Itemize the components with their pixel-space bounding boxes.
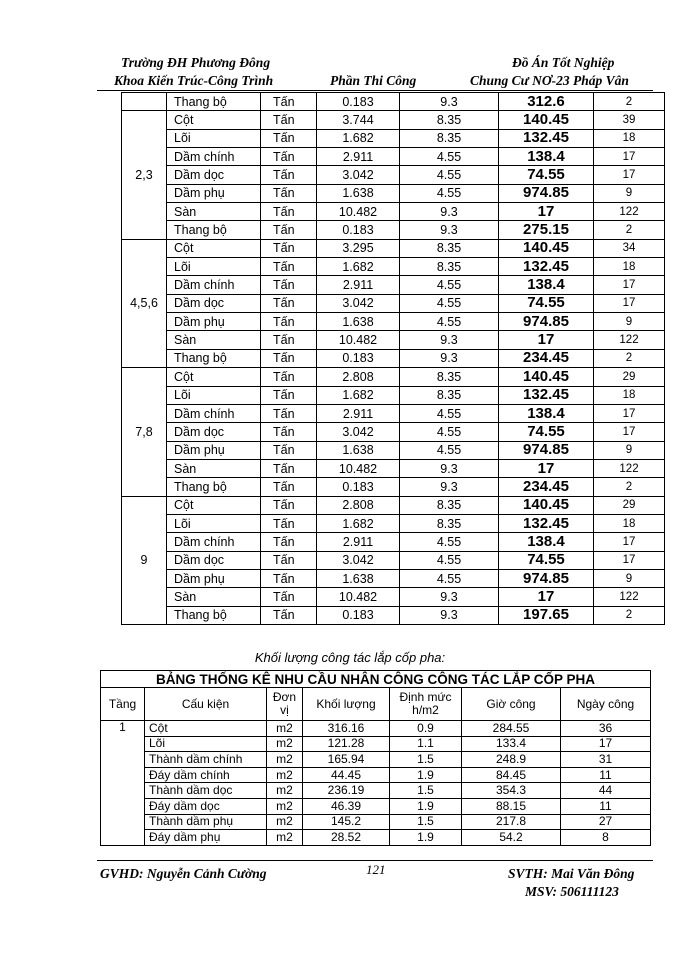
- page-number: 121: [366, 862, 386, 877]
- hours-cell: 138.4: [499, 533, 594, 551]
- quantity-cell: 316.16: [303, 721, 390, 737]
- component-cell: Dầm phụ: [167, 184, 261, 202]
- quantity-cell: 0.183: [317, 221, 400, 239]
- unit-cell: m2: [267, 783, 303, 799]
- hours-cell: 74.55: [499, 294, 594, 312]
- days-cell: 18: [594, 386, 665, 404]
- days-cell: 29: [594, 368, 665, 386]
- quantity-cell: 1.638: [317, 569, 400, 587]
- rate-cell: 4.55: [400, 276, 499, 294]
- student-id: MSV: 506111123: [525, 884, 619, 899]
- unit-cell: Tấn: [261, 239, 317, 257]
- col-header-component: Cấu kiện: [145, 688, 267, 721]
- quantity-cell: 10.482: [317, 588, 400, 606]
- component-cell: Dầm phụ: [167, 569, 261, 587]
- quantity-cell: 10.482: [317, 331, 400, 349]
- unit-cell: Tấn: [261, 294, 317, 312]
- rate-cell: 8.35: [400, 239, 499, 257]
- unit-cell: Tấn: [261, 514, 317, 532]
- component-cell: Thang bộ: [167, 478, 261, 496]
- days-cell: 34: [594, 239, 665, 257]
- hours-cell: 974.85: [499, 569, 594, 587]
- rate-cell: 4.55: [400, 184, 499, 202]
- component-cell: Dầm phụ: [167, 441, 261, 459]
- component-cell: Lõi: [145, 736, 267, 752]
- unit-cell: Tấn: [261, 441, 317, 459]
- quantity-cell: 3.042: [317, 294, 400, 312]
- component-cell: Thành dầm phụ: [145, 814, 267, 830]
- days-cell: 122: [594, 331, 665, 349]
- floor-cell: 2,3: [122, 111, 167, 239]
- floor-cell: 9: [122, 496, 167, 624]
- component-cell: Dầm dọc: [167, 423, 261, 441]
- days-cell: 9: [594, 313, 665, 331]
- unit-cell: Tấn: [261, 386, 317, 404]
- hours-cell: 17: [499, 588, 594, 606]
- unit-cell: m2: [267, 814, 303, 830]
- component-cell: Dầm phụ: [167, 313, 261, 331]
- component-cell: Thang bộ: [167, 93, 261, 111]
- col-header-floor: Tầng: [101, 688, 145, 721]
- hours-cell: 132.45: [499, 129, 594, 147]
- days-cell: 17: [561, 736, 651, 752]
- unit-cell: m2: [267, 830, 303, 846]
- hours-cell: 74.55: [499, 166, 594, 184]
- quantity-cell: 1.682: [317, 386, 400, 404]
- rate-cell: 1.5: [390, 783, 462, 799]
- quantity-cell: 0.183: [317, 93, 400, 111]
- table-row: [122, 441, 665, 459]
- unit-cell: Tấn: [261, 331, 317, 349]
- hours-cell: 284.55: [462, 721, 561, 737]
- quantity-cell: 46.39: [303, 798, 390, 814]
- rate-cell: 4.55: [400, 404, 499, 422]
- days-cell: 18: [594, 514, 665, 532]
- component-cell: Lõi: [167, 129, 261, 147]
- days-cell: 2: [594, 606, 665, 624]
- table-row: [122, 239, 665, 257]
- table-row: [122, 349, 665, 367]
- rate-cell: 1.1: [390, 736, 462, 752]
- days-cell: 17: [594, 294, 665, 312]
- component-cell: Đáy dầm dọc: [145, 798, 267, 814]
- quantity-cell: 2.911: [317, 404, 400, 422]
- table-row: [122, 459, 665, 477]
- table-row: [101, 752, 651, 768]
- hours-cell: 140.45: [499, 368, 594, 386]
- unit-cell: Tấn: [261, 111, 317, 129]
- hours-cell: 234.45: [499, 349, 594, 367]
- quantity-cell: 121.28: [303, 736, 390, 752]
- unit-cell: Tấn: [261, 184, 317, 202]
- component-cell: Dầm dọc: [167, 166, 261, 184]
- hours-cell: 88.15: [462, 798, 561, 814]
- table-row: [122, 588, 665, 606]
- days-cell: 17: [594, 551, 665, 569]
- unit-cell: Tấn: [261, 203, 317, 221]
- unit-cell: Tấn: [261, 148, 317, 166]
- hours-cell: 138.4: [499, 404, 594, 422]
- quantity-cell: 1.638: [317, 184, 400, 202]
- quantity-cell: 3.744: [317, 111, 400, 129]
- days-cell: 31: [561, 752, 651, 768]
- unit-cell: Tấn: [261, 368, 317, 386]
- table-row: [101, 830, 651, 846]
- project-name: Chung Cư NƠ-23 Pháp Vân: [470, 73, 629, 88]
- floor-cell: 4,5,6: [122, 239, 167, 367]
- col-header-rate: Định mức h/m2: [390, 688, 462, 721]
- component-cell: Thành dầm chính: [145, 752, 267, 768]
- table-row: [122, 184, 665, 202]
- table-row: [122, 423, 665, 441]
- formwork-labor-table: [100, 670, 651, 846]
- floor-cell: 1: [101, 721, 145, 846]
- rate-cell: 4.55: [400, 166, 499, 184]
- unit-cell: m2: [267, 798, 303, 814]
- unit-cell: Tấn: [261, 221, 317, 239]
- unit-cell: Tấn: [261, 349, 317, 367]
- component-cell: Dầm dọc: [167, 294, 261, 312]
- hours-cell: 140.45: [499, 239, 594, 257]
- unit-cell: m2: [267, 752, 303, 768]
- component-cell: Lõi: [167, 258, 261, 276]
- days-cell: 18: [594, 258, 665, 276]
- faculty-name: Khoa Kiến Trúc-Công Trình: [114, 73, 274, 88]
- unit-cell: m2: [267, 736, 303, 752]
- component-cell: Lõi: [167, 386, 261, 404]
- table-row: [122, 129, 665, 147]
- rate-cell: 4.55: [400, 313, 499, 331]
- days-cell: 17: [594, 148, 665, 166]
- table-row: [101, 798, 651, 814]
- table-row: [101, 814, 651, 830]
- unit-cell: Tấn: [261, 551, 317, 569]
- days-cell: 122: [594, 588, 665, 606]
- days-cell: 9: [594, 441, 665, 459]
- component-cell: Dầm chính: [167, 533, 261, 551]
- component-cell: Cột: [167, 239, 261, 257]
- hours-cell: 132.45: [499, 514, 594, 532]
- unit-cell: Tấn: [261, 459, 317, 477]
- days-cell: 9: [594, 569, 665, 587]
- hours-cell: 217.8: [462, 814, 561, 830]
- component-cell: Cột: [167, 111, 261, 129]
- hours-cell: 138.4: [499, 276, 594, 294]
- rate-cell: 8.35: [400, 258, 499, 276]
- unit-cell: Tấn: [261, 588, 317, 606]
- component-cell: Lõi: [167, 514, 261, 532]
- component-cell: Dầm chính: [167, 404, 261, 422]
- days-cell: 8: [561, 830, 651, 846]
- days-cell: 122: [594, 203, 665, 221]
- floor-cell: 7,8: [122, 368, 167, 496]
- component-cell: Thang bộ: [167, 606, 261, 624]
- days-cell: 17: [594, 533, 665, 551]
- hours-cell: 140.45: [499, 496, 594, 514]
- rate-cell: 9.3: [400, 606, 499, 624]
- quantity-cell: 2.808: [317, 496, 400, 514]
- table-row: [122, 331, 665, 349]
- quantity-cell: 1.682: [317, 514, 400, 532]
- hours-cell: 974.85: [499, 313, 594, 331]
- quantity-cell: 2.808: [317, 368, 400, 386]
- rate-cell: 9.3: [400, 349, 499, 367]
- days-cell: 2: [594, 93, 665, 111]
- component-cell: Đáy dầm chính: [145, 767, 267, 783]
- rate-cell: 9.3: [400, 478, 499, 496]
- hours-cell: 275.15: [499, 221, 594, 239]
- component-cell: Dầm dọc: [167, 551, 261, 569]
- table-row: [101, 783, 651, 799]
- unit-cell: m2: [267, 767, 303, 783]
- hours-cell: 84.45: [462, 767, 561, 783]
- unit-cell: Tấn: [261, 276, 317, 294]
- component-cell: Sàn: [167, 331, 261, 349]
- days-cell: 18: [594, 129, 665, 147]
- hours-cell: 17: [499, 331, 594, 349]
- hours-cell: 974.85: [499, 441, 594, 459]
- days-cell: 11: [561, 798, 651, 814]
- quantity-cell: 2.911: [317, 533, 400, 551]
- hours-cell: 132.45: [499, 386, 594, 404]
- rate-cell: 8.35: [400, 111, 499, 129]
- rate-cell: 9.3: [400, 221, 499, 239]
- quantity-cell: 2.911: [317, 148, 400, 166]
- component-cell: Thang bộ: [167, 349, 261, 367]
- quantity-cell: 3.042: [317, 166, 400, 184]
- table-row: [101, 767, 651, 783]
- footer-rule: [97, 860, 653, 861]
- formwork-caption: Khối lượng công tác lắp cốp pha:: [254, 650, 446, 665]
- hours-cell: 74.55: [499, 551, 594, 569]
- rate-cell: 8.35: [400, 514, 499, 532]
- table-row: [122, 111, 665, 129]
- quantity-cell: 1.682: [317, 258, 400, 276]
- quantity-cell: 0.183: [317, 606, 400, 624]
- days-cell: 17: [594, 404, 665, 422]
- table-row: [122, 148, 665, 166]
- table-row: [122, 166, 665, 184]
- quantity-cell: 44.45: [303, 767, 390, 783]
- rate-cell: 8.35: [400, 386, 499, 404]
- quantity-cell: 3.295: [317, 239, 400, 257]
- component-cell: Dầm chính: [167, 276, 261, 294]
- hours-cell: 17: [499, 203, 594, 221]
- col-header-unit: Đơn vị: [267, 688, 303, 721]
- quantity-cell: 10.482: [317, 203, 400, 221]
- table-row: [122, 294, 665, 312]
- hours-cell: 974.85: [499, 184, 594, 202]
- days-cell: 39: [594, 111, 665, 129]
- table-row: [122, 551, 665, 569]
- component-cell: Cột: [167, 368, 261, 386]
- table-row: [122, 386, 665, 404]
- rate-cell: 0.9: [390, 721, 462, 737]
- unit-cell: Tấn: [261, 478, 317, 496]
- quantity-cell: 1.638: [317, 313, 400, 331]
- days-cell: 11: [561, 767, 651, 783]
- rate-cell: 9.3: [400, 93, 499, 111]
- table-row: [122, 203, 665, 221]
- component-cell: Thành dầm dọc: [145, 783, 267, 799]
- rate-cell: 8.35: [400, 368, 499, 386]
- component-cell: Dầm chính: [167, 148, 261, 166]
- hours-cell: 132.45: [499, 258, 594, 276]
- rate-cell: 4.55: [400, 148, 499, 166]
- table-row: [122, 93, 665, 111]
- days-cell: 36: [561, 721, 651, 737]
- rate-cell: 4.55: [400, 569, 499, 587]
- rate-cell: 1.5: [390, 814, 462, 830]
- unit-cell: Tấn: [261, 496, 317, 514]
- quantity-cell: 1.682: [317, 129, 400, 147]
- table-row: [122, 514, 665, 532]
- quantity-cell: 2.911: [317, 276, 400, 294]
- col-header-hours: Giờ công: [462, 688, 561, 721]
- rate-cell: 1.9: [390, 767, 462, 783]
- table-row: [122, 221, 665, 239]
- table-row: [101, 736, 651, 752]
- rate-cell: 4.55: [400, 294, 499, 312]
- quantity-cell: 3.042: [317, 423, 400, 441]
- rebar-labor-table: [121, 92, 665, 625]
- days-cell: 17: [594, 276, 665, 294]
- days-cell: 44: [561, 783, 651, 799]
- rate-cell: 9.3: [400, 331, 499, 349]
- col-header-quantity: Khối lượng: [303, 688, 390, 721]
- hours-cell: 248.9: [462, 752, 561, 768]
- hours-cell: 312.6: [499, 93, 594, 111]
- unit-cell: Tấn: [261, 129, 317, 147]
- table-row: [101, 721, 651, 737]
- table-row: [122, 496, 665, 514]
- rate-cell: 9.3: [400, 203, 499, 221]
- floor-cell: [122, 93, 167, 111]
- quantity-cell: 10.482: [317, 459, 400, 477]
- unit-cell: Tấn: [261, 93, 317, 111]
- rate-cell: 4.55: [400, 441, 499, 459]
- unit-cell: Tấn: [261, 166, 317, 184]
- rate-cell: 8.35: [400, 496, 499, 514]
- table-row: [122, 404, 665, 422]
- table-row: [122, 606, 665, 624]
- quantity-cell: 28.52: [303, 830, 390, 846]
- quantity-cell: 0.183: [317, 478, 400, 496]
- component-cell: Cột: [145, 721, 267, 737]
- days-cell: 17: [594, 423, 665, 441]
- header-rule: [97, 90, 653, 91]
- table-row: [122, 569, 665, 587]
- quantity-cell: 1.638: [317, 441, 400, 459]
- unit-cell: Tấn: [261, 423, 317, 441]
- component-cell: Sàn: [167, 459, 261, 477]
- rate-cell: 4.55: [400, 423, 499, 441]
- rate-cell: 1.9: [390, 830, 462, 846]
- hours-cell: 74.55: [499, 423, 594, 441]
- rate-cell: 9.3: [400, 588, 499, 606]
- table-row: [122, 533, 665, 551]
- quantity-cell: 0.183: [317, 349, 400, 367]
- quantity-cell: 145.2: [303, 814, 390, 830]
- table-row: [122, 258, 665, 276]
- component-cell: Thang bộ: [167, 221, 261, 239]
- formwork-table-title: BẢNG THỐNG KÊ NHU CẦU NHÂN CÔNG CÔNG TÁC LẮP CỐP PHA: [101, 671, 651, 688]
- rate-cell: 4.55: [400, 551, 499, 569]
- school-name: Trường ĐH Phương Đông: [121, 55, 271, 70]
- supervisor: GVHD: Nguyễn Cảnh Cường: [100, 866, 267, 881]
- rate-cell: 4.55: [400, 533, 499, 551]
- hours-cell: 133.4: [462, 736, 561, 752]
- rate-cell: 8.35: [400, 129, 499, 147]
- days-cell: 2: [594, 349, 665, 367]
- days-cell: 122: [594, 459, 665, 477]
- unit-cell: Tấn: [261, 258, 317, 276]
- hours-cell: 234.45: [499, 478, 594, 496]
- component-cell: Cột: [167, 496, 261, 514]
- table-row: [122, 368, 665, 386]
- col-header-days: Ngày công: [561, 688, 651, 721]
- rate-cell: 1.9: [390, 798, 462, 814]
- hours-cell: 54.2: [462, 830, 561, 846]
- days-cell: 2: [594, 478, 665, 496]
- quantity-cell: 165.94: [303, 752, 390, 768]
- quantity-cell: 236.19: [303, 783, 390, 799]
- unit-cell: Tấn: [261, 313, 317, 331]
- rate-cell: 1.5: [390, 752, 462, 768]
- quantity-cell: 3.042: [317, 551, 400, 569]
- student-name: SVTH: Mai Văn Đông: [508, 866, 635, 881]
- table-row: [122, 313, 665, 331]
- hours-cell: 17: [499, 459, 594, 477]
- component-cell: Sàn: [167, 203, 261, 221]
- table-row: [122, 478, 665, 496]
- project-title: Đồ Án Tốt Nghiệp: [512, 55, 615, 70]
- component-cell: Sàn: [167, 588, 261, 606]
- unit-cell: Tấn: [261, 606, 317, 624]
- component-cell: Đáy dầm phụ: [145, 830, 267, 846]
- days-cell: 17: [594, 166, 665, 184]
- unit-cell: Tấn: [261, 404, 317, 422]
- section-title: Phần Thi Công: [330, 73, 417, 88]
- hours-cell: 140.45: [499, 111, 594, 129]
- days-cell: 2: [594, 221, 665, 239]
- hours-cell: 138.4: [499, 148, 594, 166]
- table-row: [122, 276, 665, 294]
- unit-cell: Tấn: [261, 569, 317, 587]
- unit-cell: Tấn: [261, 533, 317, 551]
- hours-cell: 197.65: [499, 606, 594, 624]
- days-cell: 29: [594, 496, 665, 514]
- days-cell: 9: [594, 184, 665, 202]
- unit-cell: m2: [267, 721, 303, 737]
- hours-cell: 354.3: [462, 783, 561, 799]
- days-cell: 27: [561, 814, 651, 830]
- rate-cell: 9.3: [400, 459, 499, 477]
